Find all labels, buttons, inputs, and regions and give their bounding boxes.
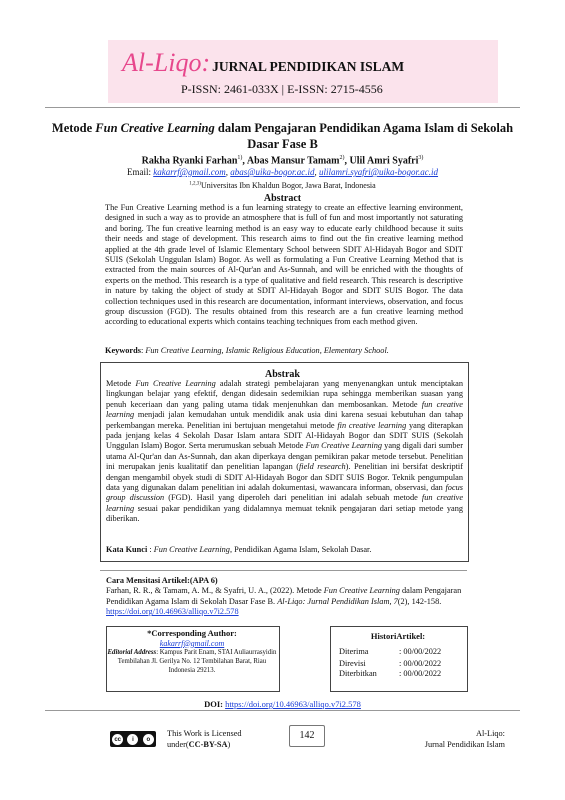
abstrak-italic: Fun Creative Learning <box>135 379 216 388</box>
license-text <box>167 728 242 750</box>
page-number: 142 <box>289 725 325 747</box>
abstrak-segment: Metode <box>106 379 136 388</box>
author-name: Rakha Ryanki Farhan <box>141 155 238 167</box>
corresponding-author <box>106 629 278 675</box>
article-title <box>40 120 525 152</box>
header-divider <box>45 107 520 108</box>
abstrak-italic: fun creative learning <box>106 399 463 420</box>
author-list: Rakha Ryanki Farhan$^{1)}$, Abas Mansur Tamam$^{2)}$, Ulil Amri Syafri$^{3)}$ <box>141 155 424 167</box>
by-icon: i <box>127 734 138 745</box>
history-label: Diterbitkan <box>339 669 377 678</box>
citation-heading: Cara Mensitasi Artikel:(APA 6) <box>106 576 218 585</box>
author-sup: 3) <box>418 155 424 161</box>
history-value: : 00/00/2022 <box>399 647 442 656</box>
doi-label: DOI: <box>204 699 226 709</box>
affiliation-sup: 1,2,3) <box>189 181 201 187</box>
author-sup: 1) <box>237 155 243 161</box>
abstrak-segment: ). Penelitian ini bersifat deskriptif dengan mengambil obyek studi di SDIT Al-Hidayah Bogor dan SDIT SUIS Bogor. Teknik pengumpulan data yang digunakan dalam penelitian ini adalah dokumentasi, wawancara informan, observasi, dan <box>106 462 463 493</box>
history-heading: HistoriArtikel: <box>370 631 426 641</box>
citation-text: dalam Pengajaran Pendidikan Agama Islam di Sekolah Dasar Fase B. <box>106 586 462 606</box>
editorial-address: : Kampus Parit Enam, STAI Auliaurrasyidin Tembilahan Jl. Gerilya No. 12 Tembilahan Barat, Riau Indonesia 29213. <box>117 649 277 674</box>
doi-link[interactable]: https://doi.org/10.46963/alliqo.v7i2.578 <box>225 699 361 709</box>
history-row <box>339 647 442 656</box>
kata-kunci-text: , Pendidikan Agama Islam, Sekolah Dasar. <box>229 545 372 554</box>
citation-block <box>106 576 468 618</box>
footer-divider <box>45 710 520 711</box>
citation-text: (2), 142-158. <box>397 596 442 606</box>
keywords-text: Fun Creative Learning, Islamic Religious Education, Elementary School. <box>145 346 389 355</box>
kata-kunci-label: Kata Kunci <box>106 545 148 554</box>
footer-journal-line: Al-Liqo: <box>475 729 505 738</box>
abstrak-italic: fin creative learning <box>337 420 407 430</box>
abstrak-segment: menjadi jalan kemudahan untuk mendidik anak usia dini karena sesuai kebutuhan dan tahap perkembangan mereka. Penelitian ini bertujuan mengetahui metode <box>106 410 463 430</box>
email-link[interactable]: kakarrf@gmail.com <box>153 167 226 177</box>
license-line: This Work is Licensed <box>167 729 242 738</box>
footer-journal-line: Jurnal Pendidikan Islam <box>424 740 505 749</box>
corresponding-heading: *Corresponding Author: <box>147 628 237 638</box>
abstract-english-text: The Fun Creative Learning method is a fun learning strategy to create an effective learning environment, designed in such a way as to provide an atmosphere that is full of fun and most importantly not saturating and boring. The fun creative learning method is an easy way to educate early childhood because it suits their needs and stage of development. This research aims to find out the fin creative learning method applied at the 4th grade level of Islamic Elementary School between SDIT Al-Hidayah Bogor and SDIT SUIS (Sekolah Unggulan Islam) Bogor. As well as formulating a Fun Creative Learning Method that is extracted from the main sources of Al-Qur'an and As-Sunnah, and will be enriched with the thoughts of experts on the method. This research is a type of qualitative and field research. This research is descriptive in nature by taking the object of study at SDIT Al-Hidayah Bogor and SDIT SUIS Bogor. The data collection techniques used in this research are documentation, informant interviews, observation, and focus group discussion (FGD). The results obtained from this research are a fun creative learning method according to educational experts which contains teaching techniques from each method given. <box>105 203 463 327</box>
email-link[interactable]: abas@uika-bogor.ac.id <box>230 167 315 177</box>
journal-name: JURNAL PENDIDIKAN ISLAM <box>212 59 405 74</box>
abstrak-segment: (FGD). Hasil yang diperoleh dari penelitian ini adalah sebuah metode <box>164 493 422 503</box>
keywords-english: Keywords: Fun Creative Learning, Islamic Religious Education, Elementary School. <box>105 346 389 355</box>
author-sup: 2) <box>339 155 345 161</box>
license-line: under( <box>167 740 189 749</box>
abstrak-segment: yang digali dari sumber utama Al-Qur'an dan As-Sunnah, dan akan diperkaya dengan pemikiran pakar metode tersebut. Penelitian ini merupakan jenis kualitatif dan penelitian lapangan ( <box>106 441 463 472</box>
email-link[interactable]: ulilamri.syafri@uika-bogor.ac.id <box>319 167 439 177</box>
license-name: CC-BY-SA <box>188 740 228 749</box>
issn-line: P-ISSN: 2461-033X | E-ISSN: 2715-4556 <box>181 82 383 96</box>
citation-doi-link[interactable]: https://doi.org/10.46963/alliqo.v7i2.578 <box>106 607 239 617</box>
citation-italic: Al-Liqo: Jurnal Pendidikan Islam, 7 <box>277 596 398 606</box>
keywords-label: Keywords <box>105 346 141 355</box>
title-italic-text: Fun Creative Learning <box>95 121 215 135</box>
author-name: Abas Mansur Tamam <box>246 155 340 167</box>
email-line: Email: kakarrf@gmail.com, abas@uika-bogor.ac.id, ulilamri.syafri@uika-bogor.ac.id <box>126 167 439 177</box>
journal-brand-logo: Al-Liqo: <box>122 48 211 77</box>
abstrak-segment: adalah strategi pembelajaran yang menyenangkan untuk menciptakan lingkungan belajar yang efektif, dengan didesain sedemikian rupa sehingga memberikan suasan yang penuh keceriaan dan yang paling utama tidak menjenuhkan dan membosankan. Metode <box>106 379 463 409</box>
history-value: : 00/00/2022 <box>399 669 442 678</box>
abstrak-heading: Abstrak <box>264 369 300 380</box>
address-label: Editorial Address <box>107 649 157 656</box>
abstrak-indonesian-text <box>106 379 463 525</box>
abstrak-italic: Fun Creative Learning <box>305 441 383 451</box>
abstrak-italic: field research <box>298 462 346 472</box>
journal-title <box>122 48 404 78</box>
affiliation-text: Universitas Ibn Khaldun Bogor, Jawa Barat, Indonesia <box>200 181 376 190</box>
citation-text: Farhan, R. R., & Tamam, A. M., & Syafri, U. A., (2022). Metode <box>106 586 324 596</box>
affiliation <box>40 181 525 190</box>
abstrak-segment: yang diterapkan pada jenjang kelas 4 Sekolah Dasar Islam antara SDIT Al-Hidayah Bogor dan SDIT SUIS (Sekolah Unggulan Islam) Bogor. Serta merumuskan sebuah Metode <box>106 420 463 451</box>
abstrak-segment: sesuai pakar pendidikan yang didalamnya memuat teknik pengajaran dari setiap metode yang diberikan. <box>106 503 463 524</box>
email-label: Email: <box>126 167 154 177</box>
history-label: Diterima <box>339 647 369 656</box>
cc-icon: cc <box>112 734 123 745</box>
cc-by-sa-icon[interactable] <box>110 731 156 747</box>
kata-kunci: Kata Kunci : Fun Creative Learning, Pendidikan Agama Islam, Sekolah Dasar. <box>106 545 372 554</box>
sa-icon: o <box>143 734 154 745</box>
footer-journal-name <box>385 728 505 750</box>
corresponding-email-link[interactable]: kakarrf@gmail.com <box>159 638 225 648</box>
abstrak-italic: focus group discussion <box>106 483 463 503</box>
citation-italic: Fun Creative Learning <box>323 586 400 596</box>
history-row <box>339 669 442 678</box>
license-line-end: ) <box>227 740 231 749</box>
history-row <box>339 659 442 668</box>
abstract-heading: Abstract <box>263 193 302 204</box>
abstrak-italic: fun creative learning <box>106 493 463 513</box>
history-label: Direvisi <box>339 659 366 668</box>
title-text: Metode <box>51 121 96 135</box>
doi-line <box>45 699 520 709</box>
history-value: : 00/00/2022 <box>399 659 442 668</box>
title-text-end: dalam Pengajaran Pendidikan Agama Islam di Sekolah Dasar Fase B <box>214 121 514 151</box>
author-name: Ulil Amri Syafri <box>349 155 419 167</box>
kata-kunci-italic: Fun Creative Learning <box>153 545 230 554</box>
citation-divider <box>100 570 467 571</box>
